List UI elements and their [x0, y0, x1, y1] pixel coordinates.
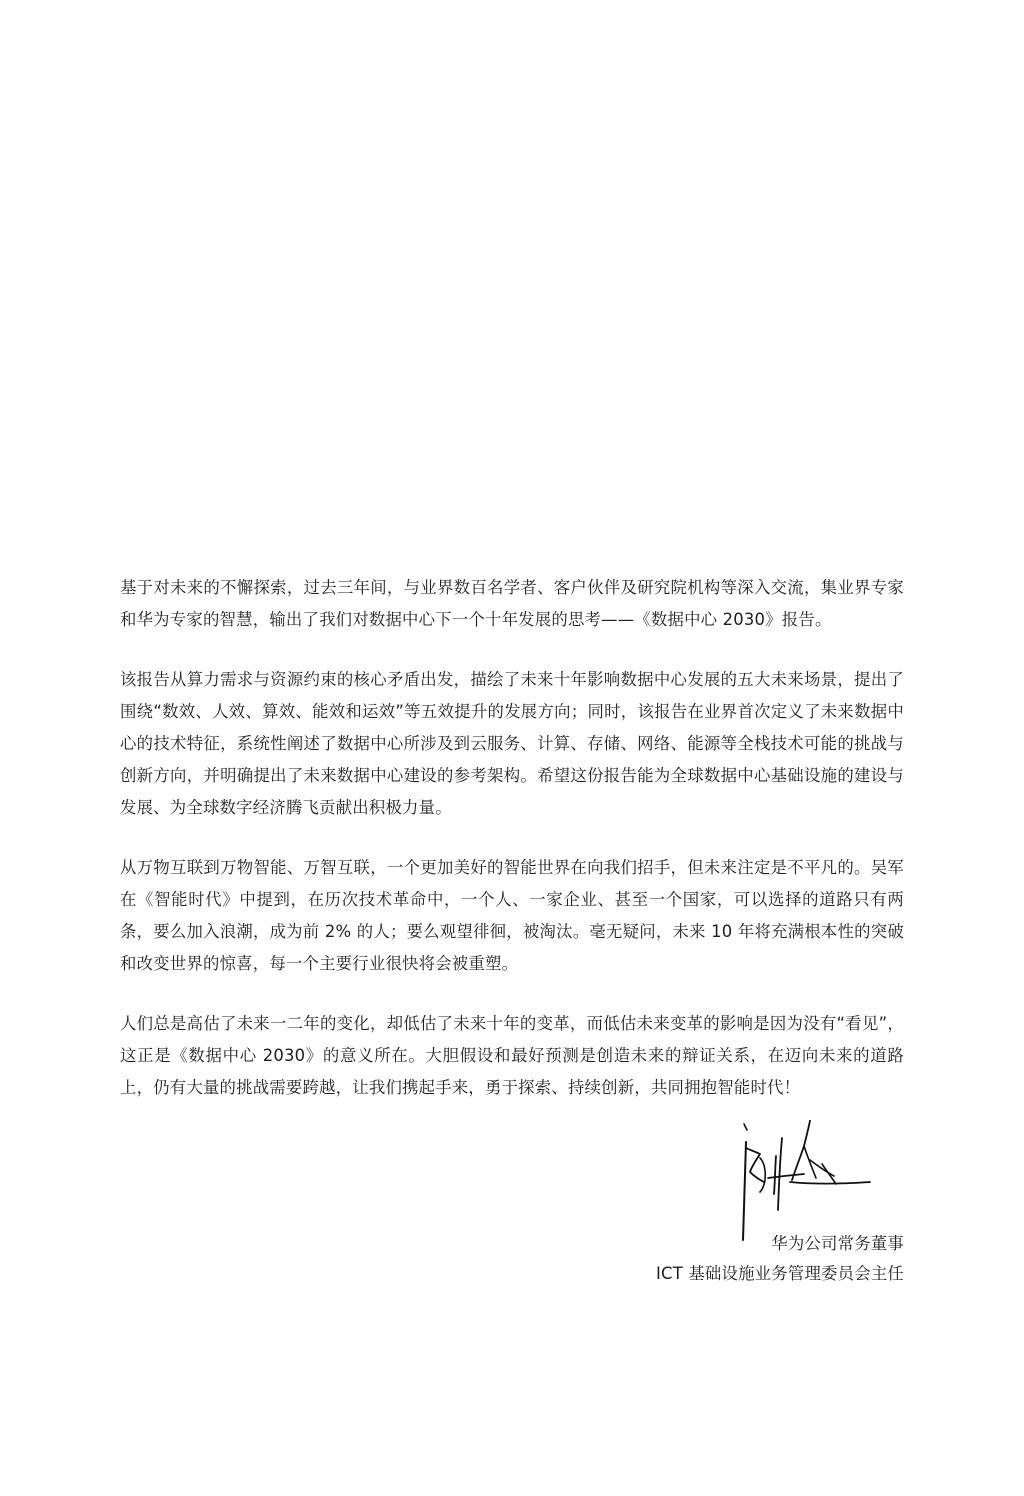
- paragraph-1: 基于对未来的不懈探索，过去三年间，与业界数百名学者、客户伙伴及研究院机构等深入交流，集业界专家和华为专家的智慧，输出了我们对数据中心下一个十年发展的思考——《数据中心 2030》报告。: [120, 578, 904, 629]
- letter-body: [120, 572, 904, 1132]
- signatory-title-2: ICT 基础设施业务管理委员会主任: [656, 1264, 904, 1283]
- paragraph-2: 该报告从算力需求与资源约束的核心矛盾出发，描绘了未来十年影响数据中心发展的五大未来场景，提出了围绕“数效、人效、算效、能效和运效”等五效提升的发展方向；同时，该报告在业界首次定义了未来数据中心的技术特征，系统性阐述了数据中心所涉及到云服务、计算、存储、网络、能源等全栈技术可能的挑战与创新方向，并明确提出了未来数据中心建设的参考架构。希望这份报告能为全球数据中心基础设施的建设与发展、为全球数字经济腾飞贡献出积极力量。: [120, 670, 904, 817]
- signature-block: [656, 1229, 904, 1289]
- signatory-title-1: 华为公司常务董事: [771, 1234, 904, 1253]
- handwritten-signature-icon: [730, 1120, 880, 1245]
- paragraph-4: 人们总是高估了未来一二年的变化，却低估了未来十年的变革，而低估未来变革的影响是因为没有“看见”，这正是《数据中心 2030》的意义所在。大胆假设和最好预测是创造未来的辩证关系，在迈向未来的道路上，仍有大量的挑战需要跨越，让我们携起手来，勇于探索、持续创新，共同拥抱智能时代！: [120, 1014, 904, 1097]
- paragraph-3: 从万物互联到万物智能、万智互联，一个更加美好的智能世界在向我们招手，但未来注定是不平凡的。吴军在《智能时代》中提到，在历次技术革命中，一个人、一家企业、甚至一个国家，可以选择的道路只有两条，要么加入浪潮，成为前 2% 的人；要么观望徘徊，被淘汰。毫无疑问，未来 10 年将充满根本性的突破和改变世界的惊喜，每一个主要行业很快将会被重塑。: [120, 858, 904, 973]
